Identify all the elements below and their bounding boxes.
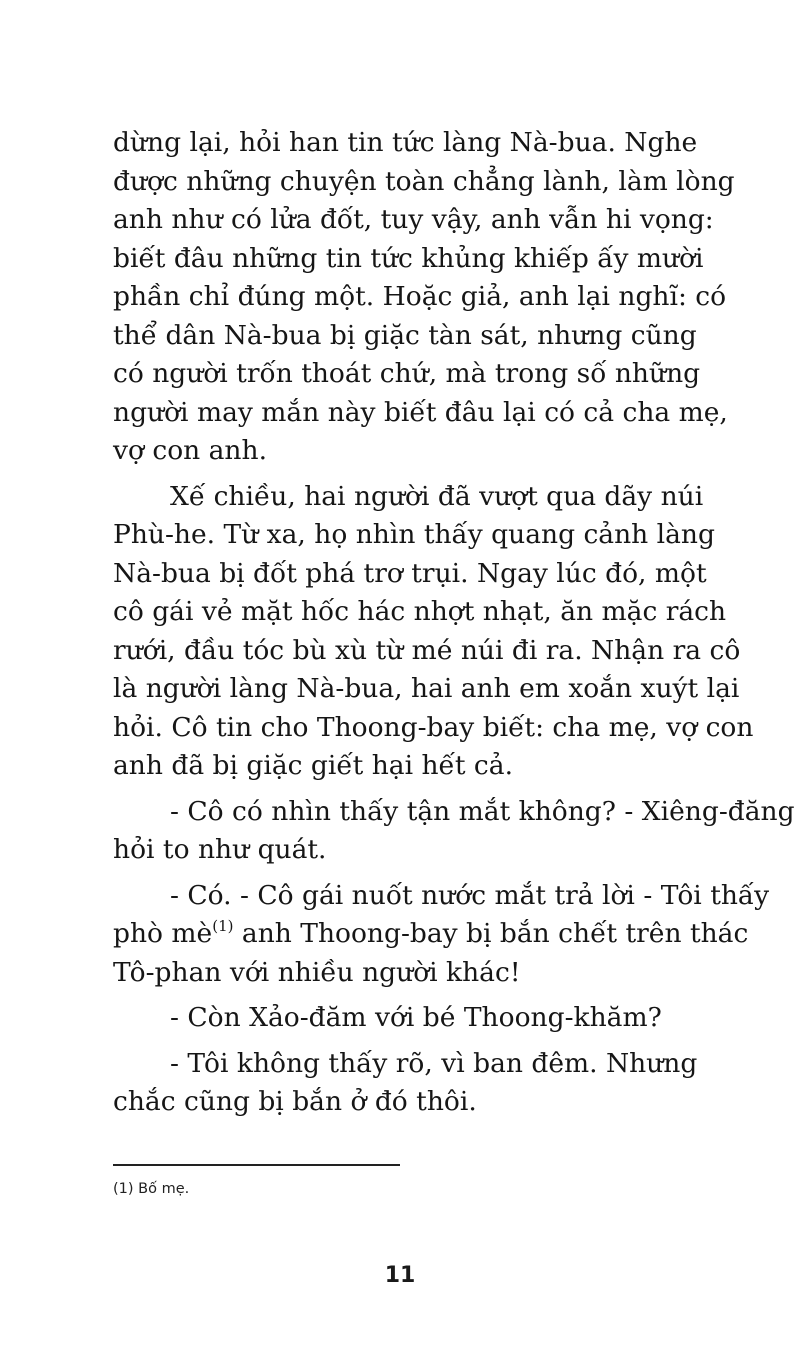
text-segment: phò mè <box>113 918 213 949</box>
text-line: cô gái vẻ mặt hốc hác nhợt nhạt, ăn mặc rách <box>113 596 727 627</box>
text-line: hỏi. Cô tin cho Thoong-bay biết: cha mẹ, vợ con <box>113 711 754 743</box>
text-line: vợ con anh. <box>113 435 267 466</box>
paragraph <box>113 999 681 1038</box>
text-line: Phù-he. Từ xa, họ nhìn thấy quang cảnh làng <box>113 519 715 550</box>
paragraph <box>113 1045 698 1122</box>
page-number: 11 <box>384 1263 416 1288</box>
text-line: biết đâu những tin tức khủng khiếp ấy mười <box>113 242 704 274</box>
paragraph <box>113 124 735 471</box>
text-line: phần chỉ đúng một. Hoặc giả, anh lại nghĩ: có <box>113 281 727 312</box>
text-line: người may mắn này biết đâu lại có cả cha mẹ, <box>113 396 728 428</box>
text-segment: anh Thoong-bay bị bắn chết trên thác <box>233 918 749 949</box>
paragraph <box>113 478 754 786</box>
text-line: anh như có lửa đốt, tuy vậy, anh vẫn hi vọng: <box>113 204 714 235</box>
text-line: Tô-phan với nhiều người khác! <box>113 956 521 988</box>
text-line: Xế chiều, hai người đã vượt qua dãy núi <box>170 480 704 512</box>
footnote-reference[interactable]: (1) <box>212 917 234 935</box>
paragraph <box>113 877 770 993</box>
text-line: - Cô có nhìn thấy tận mắt không? - Xiêng-đăng <box>170 795 795 827</box>
text-line: được những chuyện toàn chẳng lành, làm lòng <box>113 165 735 197</box>
text-line: chắc cũng bị bắn ở đó thôi. <box>113 1086 477 1117</box>
paragraph <box>113 793 795 870</box>
text-line: - Còn Xảo-đăm với bé Thoong-khăm? <box>170 1002 662 1033</box>
text-line: có người trốn thoát chứ, mà trong số những <box>113 358 701 389</box>
text-line: Nà-bua bị đốt phá trơ trụi. Ngay lúc đó, một <box>113 557 707 589</box>
footnote-divider <box>113 1164 400 1166</box>
text-line: thể dân Nà-bua bị giặc tàn sát, nhưng cũng <box>113 319 697 351</box>
text-line: là người làng Nà-bua, hai anh em xoắn xuýt lại <box>113 673 740 704</box>
text-line <box>113 915 749 954</box>
body-text <box>113 124 795 1129</box>
text-line: hỏi to như quát. <box>113 834 327 865</box>
footnote: (1) Bố mẹ. <box>113 1181 190 1197</box>
text-line: rưới, đầu tóc bù xù từ mé núi đi ra. Nhận ra cô <box>113 634 741 666</box>
text-line: - Tôi không thấy rõ, vì ban đêm. Nhưng <box>170 1047 698 1079</box>
text-line: anh đã bị giặc giết hại hết cả. <box>113 750 513 781</box>
text-line: dừng lại, hỏi han tin tức làng Nà-bua. Nghe <box>113 127 698 158</box>
text-line: - Có. - Cô gái nuốt nước mắt trả lời - Tôi thấy <box>170 879 770 911</box>
